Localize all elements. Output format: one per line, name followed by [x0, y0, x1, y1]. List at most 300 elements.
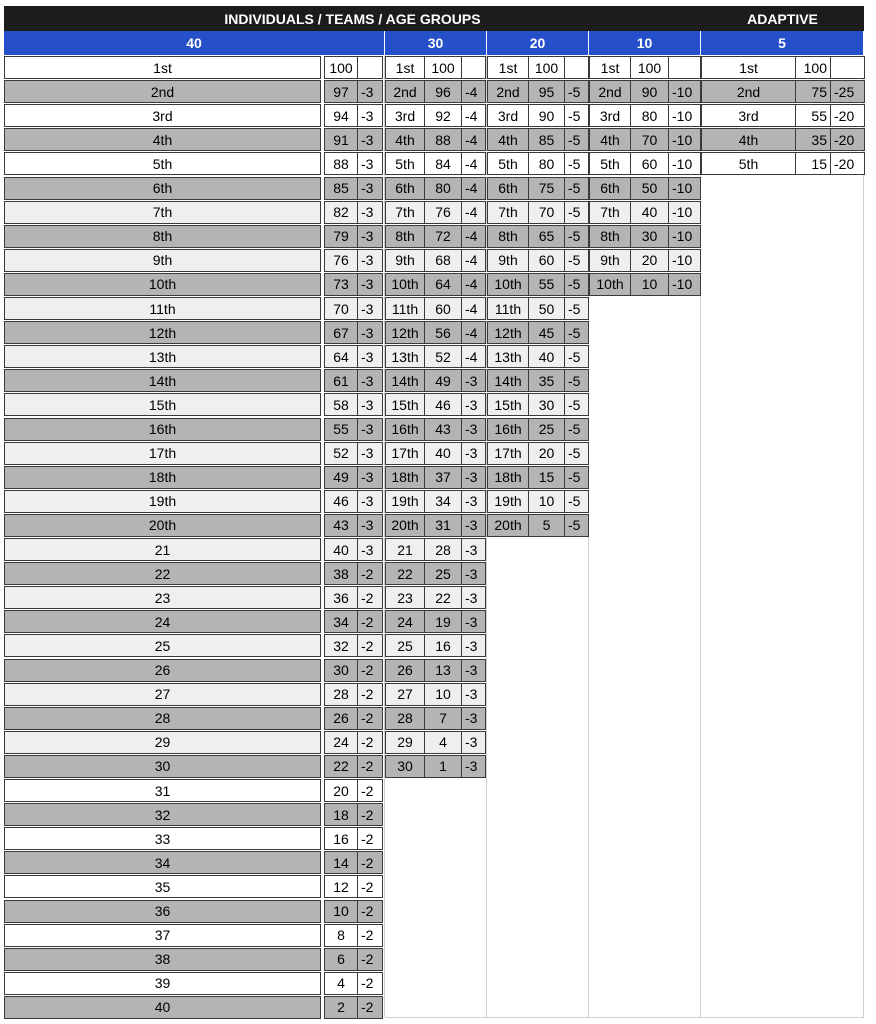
diff-cell: -3 [461, 490, 486, 513]
points-cell: 72 [424, 225, 462, 248]
place-cell: 11th [385, 297, 425, 320]
points-cell: 70 [528, 201, 565, 224]
group-header-5: 5 [701, 31, 864, 55]
diff-cell: -3 [461, 538, 486, 561]
points-cell: 31 [424, 514, 462, 537]
points-cell: 55 [528, 273, 565, 296]
main-title: INDIVIDUALS / TEAMS / AGE GROUPS [4, 6, 701, 31]
place-cell: 7th [589, 201, 631, 224]
points-cell: 14 [324, 851, 358, 874]
points-cell: 55 [795, 104, 831, 127]
place-cell: 30 [385, 755, 425, 778]
diff-cell: -3 [357, 249, 383, 272]
place-cell: 4th [487, 128, 529, 151]
diff-cell: -4 [461, 345, 486, 368]
place-cell: 9th [4, 249, 321, 272]
diff-cell: -3 [357, 225, 383, 248]
diff-cell: -3 [461, 514, 486, 537]
points-cell: 49 [424, 369, 462, 392]
place-cell: 26 [4, 659, 321, 682]
place-cell: 5th [4, 152, 321, 175]
points-cell: 80 [630, 104, 669, 127]
diff-cell: -3 [357, 177, 383, 200]
diff-cell: -2 [357, 875, 383, 898]
diff-cell: -3 [357, 514, 383, 537]
points-cell: 60 [424, 297, 462, 320]
diff-cell: -3 [357, 369, 383, 392]
diff-cell: -4 [461, 297, 486, 320]
points-cell: 88 [324, 152, 358, 175]
points-cell: 88 [424, 128, 462, 151]
diff-cell: -5 [564, 177, 589, 200]
points-cell: 15 [795, 152, 831, 175]
points-cell: 30 [528, 393, 565, 416]
diff-cell: -4 [461, 104, 486, 127]
points-cell: 70 [324, 297, 358, 320]
diff-cell: -5 [564, 152, 589, 175]
diff-cell: -5 [564, 104, 589, 127]
points-cell: 20 [324, 779, 358, 802]
place-cell: 12th [4, 321, 321, 344]
place-cell: 7th [4, 201, 321, 224]
place-cell: 17th [4, 442, 321, 465]
points-cell: 2 [324, 996, 358, 1019]
place-cell: 6th [385, 177, 425, 200]
diff-cell: -4 [461, 273, 486, 296]
points-cell: 10 [424, 683, 462, 706]
place-cell: 18th [385, 466, 425, 489]
points-cell: 46 [424, 393, 462, 416]
place-cell: 19th [385, 490, 425, 513]
place-cell: 11th [4, 297, 321, 320]
points-cell: 16 [424, 634, 462, 657]
place-cell: 19th [4, 490, 321, 513]
points-cell: 28 [324, 683, 358, 706]
diff-cell: -2 [357, 683, 383, 706]
points-cell: 84 [424, 152, 462, 175]
points-cell: 50 [630, 177, 669, 200]
points-cell: 20 [630, 249, 669, 272]
place-cell: 2nd [4, 80, 321, 103]
place-cell: 3rd [4, 104, 321, 127]
place-cell: 35 [4, 875, 321, 898]
diff-cell: -10 [668, 201, 701, 224]
diff-cell: -5 [564, 297, 589, 320]
place-cell: 2nd [385, 80, 425, 103]
diff-cell: -3 [357, 128, 383, 151]
points-cell: 100 [630, 56, 669, 79]
diff-cell: -4 [461, 321, 486, 344]
place-cell: 11th [487, 297, 529, 320]
place-cell: 1st [4, 56, 321, 79]
place-cell: 20th [385, 514, 425, 537]
points-cell: 35 [528, 369, 565, 392]
points-cell: 19 [424, 610, 462, 633]
diff-cell: -2 [357, 924, 383, 947]
points-cell: 8 [324, 924, 358, 947]
group-header-30: 30 [385, 31, 487, 55]
diff-cell [830, 56, 865, 79]
diff-cell: -2 [357, 779, 383, 802]
diff-cell: -4 [461, 152, 486, 175]
points-cell: 85 [324, 177, 358, 200]
diff-cell: -3 [461, 466, 486, 489]
place-cell: 29 [385, 731, 425, 754]
diff-cell: -10 [668, 128, 701, 151]
points-cell: 82 [324, 201, 358, 224]
diff-cell: -3 [357, 201, 383, 224]
place-cell: 2nd [701, 80, 796, 103]
points-cell: 22 [424, 586, 462, 609]
diff-cell: -4 [461, 201, 486, 224]
diff-cell [668, 56, 701, 79]
place-cell: 5th [589, 152, 631, 175]
points-cell: 64 [424, 273, 462, 296]
place-cell: 15th [4, 393, 321, 416]
points-cell: 52 [424, 345, 462, 368]
place-cell: 4th [701, 128, 796, 151]
points-cell: 10 [528, 490, 565, 513]
place-cell: 3rd [589, 104, 631, 127]
place-cell: 30 [4, 755, 321, 778]
diff-cell: -3 [461, 418, 486, 441]
points-cell: 4 [324, 972, 358, 995]
place-cell: 8th [385, 225, 425, 248]
place-cell: 27 [4, 683, 321, 706]
diff-cell: -3 [357, 345, 383, 368]
place-cell: 5th [487, 152, 529, 175]
points-cell: 91 [324, 128, 358, 151]
place-cell: 9th [487, 249, 529, 272]
place-cell: 12th [487, 321, 529, 344]
points-cell: 52 [324, 442, 358, 465]
diff-cell: -25 [830, 80, 865, 103]
points-cell: 100 [324, 56, 358, 79]
points-cell: 15 [528, 466, 565, 489]
points-cell: 40 [528, 345, 565, 368]
diff-cell: -5 [564, 466, 589, 489]
points-cell: 4 [424, 731, 462, 754]
diff-cell: -3 [357, 393, 383, 416]
points-cell: 56 [424, 321, 462, 344]
diff-cell: -10 [668, 273, 701, 296]
points-cell: 65 [528, 225, 565, 248]
diff-cell: -2 [357, 803, 383, 826]
diff-cell: -20 [830, 104, 865, 127]
points-cell: 40 [630, 201, 669, 224]
place-cell: 18th [487, 466, 529, 489]
diff-cell: -2 [357, 562, 383, 585]
points-cell: 79 [324, 225, 358, 248]
points-cell: 5 [528, 514, 565, 537]
points-cell: 90 [528, 104, 565, 127]
diff-cell: -3 [461, 393, 486, 416]
diff-cell: -20 [830, 152, 865, 175]
diff-cell: -3 [461, 707, 486, 730]
place-cell: 9th [589, 249, 631, 272]
points-cell: 75 [795, 80, 831, 103]
points-cell: 16 [324, 827, 358, 850]
diff-cell: -3 [357, 538, 383, 561]
diff-cell: -5 [564, 273, 589, 296]
place-cell: 24 [385, 610, 425, 633]
diff-cell: -5 [564, 128, 589, 151]
points-cell: 30 [630, 225, 669, 248]
place-cell: 10th [385, 273, 425, 296]
points-cell: 64 [324, 345, 358, 368]
place-cell: 8th [4, 225, 321, 248]
diff-cell: -3 [461, 755, 486, 778]
place-cell: 2nd [589, 80, 631, 103]
diff-cell: -2 [357, 610, 383, 633]
group-header-10: 10 [589, 31, 701, 55]
points-cell: 73 [324, 273, 358, 296]
points-cell: 92 [424, 104, 462, 127]
diff-cell: -5 [564, 201, 589, 224]
place-cell: 31 [4, 779, 321, 802]
place-cell: 23 [385, 586, 425, 609]
diff-cell: -4 [461, 225, 486, 248]
points-cell: 90 [630, 80, 669, 103]
place-cell: 16th [487, 418, 529, 441]
points-cell: 100 [424, 56, 462, 79]
place-cell: 4th [4, 128, 321, 151]
diff-cell: -3 [357, 418, 383, 441]
points-cell: 40 [424, 442, 462, 465]
points-cell: 10 [630, 273, 669, 296]
place-cell: 15th [487, 393, 529, 416]
place-cell: 29 [4, 731, 321, 754]
points-cell: 50 [528, 297, 565, 320]
adaptive-title: ADAPTIVE [701, 6, 864, 31]
place-cell: 1st [487, 56, 529, 79]
place-cell: 2nd [487, 80, 529, 103]
place-cell: 23 [4, 586, 321, 609]
points-cell: 34 [424, 490, 462, 513]
place-cell: 28 [385, 707, 425, 730]
points-cell: 7 [424, 707, 462, 730]
place-cell: 14th [4, 369, 321, 392]
points-cell: 28 [424, 538, 462, 561]
diff-cell: -2 [357, 707, 383, 730]
points-cell: 49 [324, 466, 358, 489]
place-cell: 5th [385, 152, 425, 175]
points-cell: 97 [324, 80, 358, 103]
points-cell: 70 [630, 128, 669, 151]
diff-cell: -4 [461, 80, 486, 103]
place-cell: 13th [4, 345, 321, 368]
diff-cell: -5 [564, 321, 589, 344]
place-cell: 16th [385, 418, 425, 441]
place-cell: 7th [487, 201, 529, 224]
points-cell: 68 [424, 249, 462, 272]
place-cell: 15th [385, 393, 425, 416]
place-cell: 4th [589, 128, 631, 151]
diff-cell: -3 [357, 490, 383, 513]
diff-cell: -10 [668, 177, 701, 200]
diff-cell: -10 [668, 104, 701, 127]
diff-cell: -5 [564, 442, 589, 465]
diff-cell: -5 [564, 249, 589, 272]
place-cell: 9th [385, 249, 425, 272]
place-cell: 40 [4, 996, 321, 1019]
diff-cell: -3 [357, 80, 383, 103]
place-cell: 10th [487, 273, 529, 296]
diff-cell: -2 [357, 972, 383, 995]
place-cell: 3rd [385, 104, 425, 127]
diff-cell: -2 [357, 827, 383, 850]
points-cell: 46 [324, 490, 358, 513]
diff-cell: -5 [564, 490, 589, 513]
place-cell: 7th [385, 201, 425, 224]
diff-cell [461, 56, 486, 79]
group-header-20: 20 [487, 31, 589, 55]
place-cell: 25 [4, 634, 321, 657]
points-cell: 85 [528, 128, 565, 151]
place-cell: 6th [589, 177, 631, 200]
diff-cell: -3 [357, 297, 383, 320]
place-cell: 26 [385, 659, 425, 682]
diff-cell: -10 [668, 152, 701, 175]
diff-cell: -2 [357, 996, 383, 1019]
place-cell: 33 [4, 827, 321, 850]
diff-cell: -4 [461, 177, 486, 200]
diff-cell: -3 [357, 273, 383, 296]
diff-cell: -4 [461, 249, 486, 272]
points-cell: 80 [424, 177, 462, 200]
place-cell: 21 [4, 538, 321, 561]
diff-cell: -20 [830, 128, 865, 151]
points-cell: 1 [424, 755, 462, 778]
place-cell: 24 [4, 610, 321, 633]
diff-cell: -5 [564, 369, 589, 392]
place-cell: 39 [4, 972, 321, 995]
place-cell: 1st [701, 56, 796, 79]
diff-cell: -2 [357, 755, 383, 778]
points-cell: 60 [630, 152, 669, 175]
place-cell: 32 [4, 803, 321, 826]
points-cell: 55 [324, 418, 358, 441]
place-cell: 13th [385, 345, 425, 368]
bottom-border [385, 1017, 864, 1018]
points-cell: 30 [324, 659, 358, 682]
place-cell: 28 [4, 707, 321, 730]
points-cell: 45 [528, 321, 565, 344]
column-divider [863, 55, 864, 1017]
place-cell: 5th [701, 152, 796, 175]
points-cell: 60 [528, 249, 565, 272]
place-cell: 22 [4, 562, 321, 585]
place-cell: 17th [487, 442, 529, 465]
place-cell: 16th [4, 418, 321, 441]
place-cell: 8th [487, 225, 529, 248]
place-cell: 14th [487, 369, 529, 392]
place-cell: 19th [487, 490, 529, 513]
diff-cell: -3 [357, 104, 383, 127]
points-cell: 35 [795, 128, 831, 151]
points-cell: 13 [424, 659, 462, 682]
points-cell: 43 [424, 418, 462, 441]
points-cell: 80 [528, 152, 565, 175]
diff-cell: -2 [357, 659, 383, 682]
diff-cell: -2 [357, 731, 383, 754]
diff-cell: -3 [461, 562, 486, 585]
place-cell: 1st [589, 56, 631, 79]
points-cell: 100 [795, 56, 831, 79]
diff-cell: -5 [564, 418, 589, 441]
place-cell: 14th [385, 369, 425, 392]
points-cell: 36 [324, 586, 358, 609]
place-cell: 21 [385, 538, 425, 561]
place-cell: 27 [385, 683, 425, 706]
diff-cell: -5 [564, 393, 589, 416]
place-cell: 10th [4, 273, 321, 296]
place-cell: 20th [487, 514, 529, 537]
diff-cell: -3 [461, 369, 486, 392]
diff-cell: -3 [461, 610, 486, 633]
diff-cell: -4 [461, 128, 486, 151]
diff-cell: -3 [357, 442, 383, 465]
place-cell: 37 [4, 924, 321, 947]
diff-cell: -3 [357, 466, 383, 489]
points-cell: 38 [324, 562, 358, 585]
place-cell: 13th [487, 345, 529, 368]
points-cell: 12 [324, 875, 358, 898]
points-cell: 58 [324, 393, 358, 416]
diff-cell: -3 [461, 731, 486, 754]
diff-cell: -3 [461, 634, 486, 657]
place-cell: 10th [589, 273, 631, 296]
place-cell: 8th [589, 225, 631, 248]
points-cell: 76 [424, 201, 462, 224]
diff-cell: -10 [668, 80, 701, 103]
diff-cell: -3 [461, 683, 486, 706]
diff-cell: -3 [357, 152, 383, 175]
points-cell: 25 [424, 562, 462, 585]
place-cell: 12th [385, 321, 425, 344]
place-cell: 4th [385, 128, 425, 151]
points-cell: 96 [424, 80, 462, 103]
points-cell: 25 [528, 418, 565, 441]
diff-cell: -3 [357, 321, 383, 344]
place-cell: 22 [385, 562, 425, 585]
points-cell: 18 [324, 803, 358, 826]
diff-cell: -2 [357, 634, 383, 657]
place-cell: 38 [4, 948, 321, 971]
points-cell: 22 [324, 755, 358, 778]
points-cell: 67 [324, 321, 358, 344]
place-cell: 18th [4, 466, 321, 489]
diff-cell: -5 [564, 514, 589, 537]
points-cell: 40 [324, 538, 358, 561]
group-header-40: 40 [4, 31, 385, 55]
points-cell: 76 [324, 249, 358, 272]
points-cell: 37 [424, 466, 462, 489]
points-cell: 95 [528, 80, 565, 103]
place-cell: 6th [4, 177, 321, 200]
place-cell: 20th [4, 514, 321, 537]
points-cell: 10 [324, 900, 358, 923]
diff-cell: -10 [668, 225, 701, 248]
place-cell: 17th [385, 442, 425, 465]
place-cell: 25 [385, 634, 425, 657]
diff-cell: -5 [564, 345, 589, 368]
points-cell: 43 [324, 514, 358, 537]
place-cell: 1st [385, 56, 425, 79]
diff-cell: -2 [357, 900, 383, 923]
points-cell: 24 [324, 731, 358, 754]
points-cell: 100 [528, 56, 565, 79]
